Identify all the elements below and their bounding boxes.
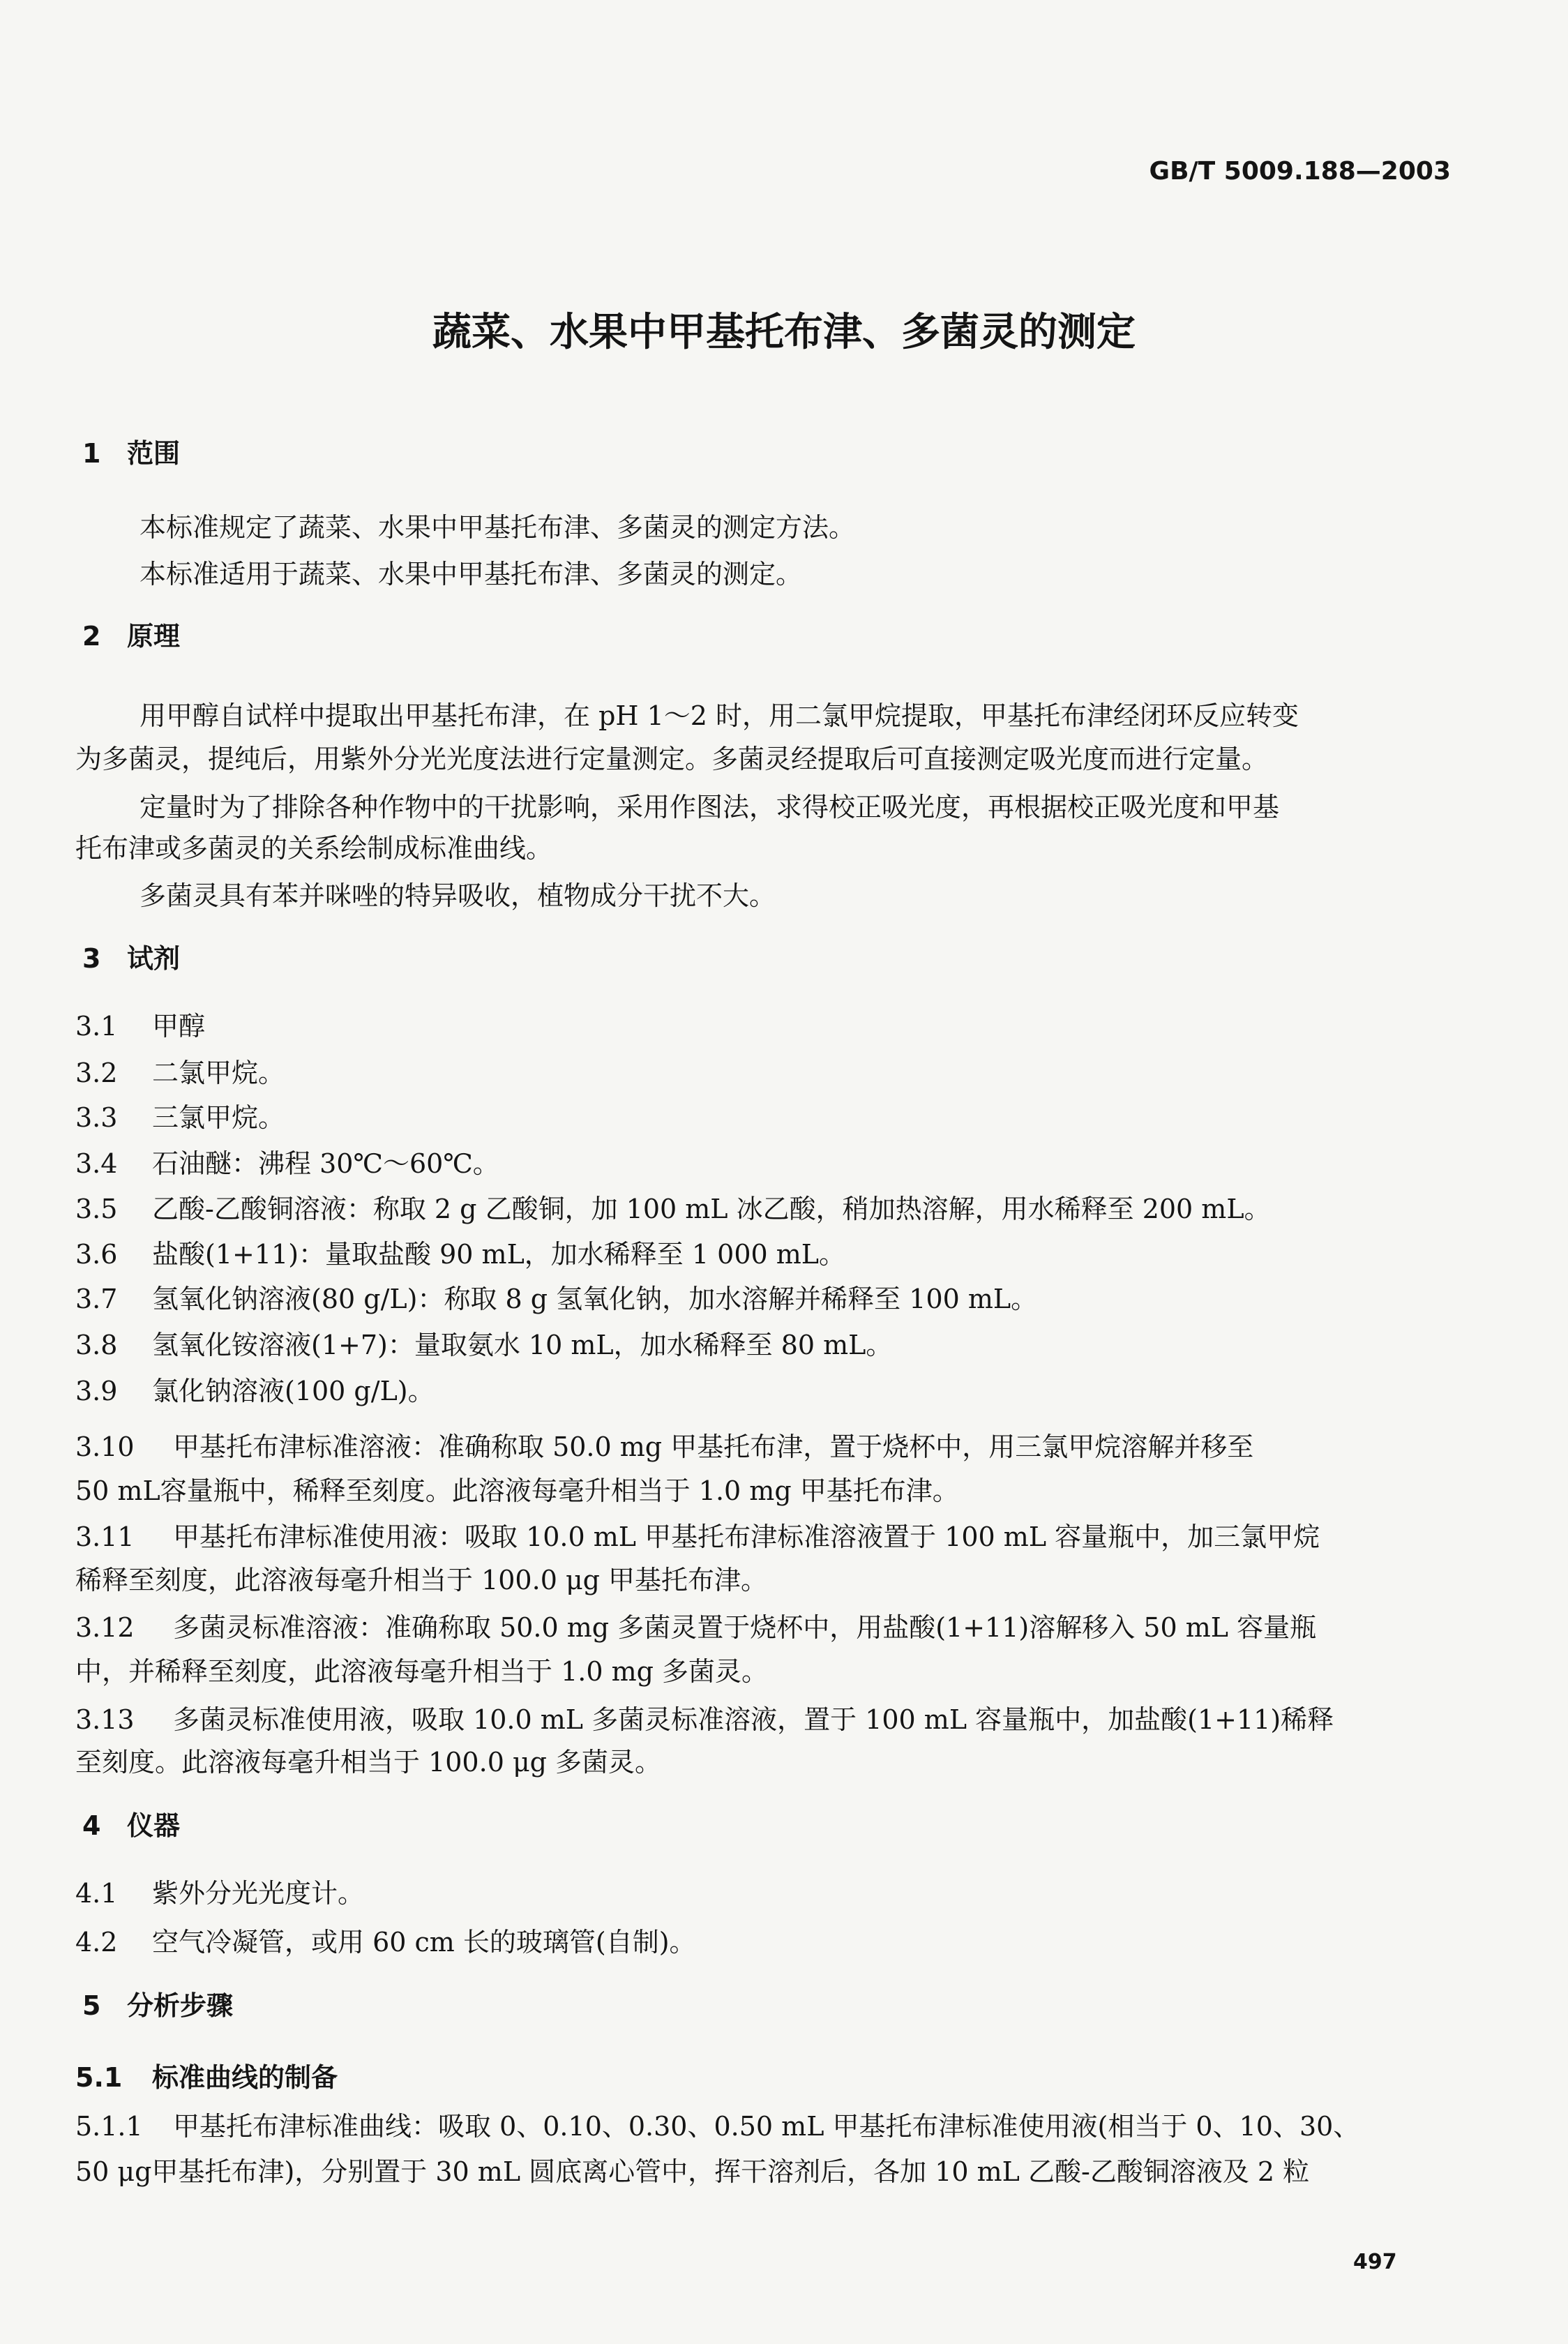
section-number: 2 [82,621,101,652]
item-number: 3.3 [75,1102,118,1133]
item-text: 二氯甲烷。 [152,1058,285,1088]
item-number: 3.9 [75,1376,118,1406]
item-text: 石油醚：沸程 30℃～60℃。 [152,1148,499,1179]
item-text: 甲醇 [152,1011,206,1042]
item-text: 空气冷凝管，或用 60 cm 长的玻璃管(自制)。 [152,1927,696,1958]
item-text: 甲基托布津标准使用液：吸取 10.0 mL 甲基托布津标准溶液置于 100 mL 容量瓶中，加三氯甲烷 [173,1522,1320,1552]
reagent-item [75,1053,285,1092]
reagent-item [75,1144,499,1183]
apparatus-item [75,1874,364,1913]
paragraph-line: 本标准规定了蔬菜、水果中甲基托布津、多菌灵的测定方法。 [140,512,856,543]
item-text: 甲基托布津标准曲线：吸取 0、0.10、0.30、0.50 mL 甲基托布津标准使用液(相当于 0、10、30、 [173,2111,1360,2142]
section-title: 原理 [127,621,181,652]
item-text: 紫外分光光度计。 [152,1878,365,1909]
section-heading-procedure [82,1986,233,2025]
paragraph-line: 定量时为了排除各种作物中的干扰影响，采用作图法，求得校正吸光度，再根据校正吸光度和甲基 [140,792,1280,822]
item-text: 多菌灵标准使用液，吸取 10.0 mL 多菌灵标准溶液，置于 100 mL 容量瓶中，加盐酸(1+11)稀释 [173,1704,1334,1735]
paragraph-line: 中，并稀释至刻度，此溶液每毫升相当于 1.0 mg 多菌灵。 [75,1656,769,1687]
item-number: 5.1.1 [75,2111,143,2142]
item-number: 3.6 [75,1239,118,1270]
section-heading-scope [82,434,180,473]
item-number: 3.13 [75,1704,135,1735]
paragraph-line: 至刻度。此溶液每毫升相当于 100.0 μg 多菌灵。 [75,1747,662,1778]
paragraph-line: 本标准适用于蔬菜、水果中甲基托布津、多菌灵的测定。 [140,559,803,589]
reagent-item [75,1325,892,1365]
item-text: 氢氧化钠溶液(80 g/L)：称取 8 g 氢氧化钠，加水溶解并稀释至 100 mL。 [152,1284,1038,1314]
subsection-title: 标准曲线的制备 [152,2062,338,2093]
paragraph-line: 多菌灵具有苯并咪唑的特异吸收，植物成分干扰不大。 [140,880,776,911]
item-number: 3.5 [75,1194,118,1224]
item-number: 3.8 [75,1330,118,1360]
item-text: 氯化钠溶液(100 g/L)。 [152,1376,435,1406]
item-number: 3.7 [75,1284,118,1314]
reagent-item [75,1372,435,1411]
section-title: 试剂 [127,943,181,974]
section-number: 3 [82,943,101,974]
item-text: 甲基托布津标准溶液：准确称取 50.0 mg 甲基托布津，置于烧杯中，用三氯甲烷溶解并移至 [173,1432,1254,1462]
document-title: 蔬菜、水果中甲基托布津、多菌灵的测定 [432,310,1136,355]
item-number: 3.4 [75,1148,118,1179]
reagent-item [75,1235,845,1274]
procedure-item [75,2107,1359,2146]
item-text: 三氯甲烷。 [152,1102,285,1133]
item-text: 多菌灵标准溶液：准确称取 50.0 mg 多菌灵置于烧杯中，用盐酸(1+11)溶解移入 50 mL 容量瓶 [173,1612,1317,1643]
reagent-item [75,1608,1316,1647]
reagent-item [75,1700,1334,1739]
item-number: 4.2 [75,1927,118,1958]
item-number: 3.2 [75,1058,118,1088]
reagent-item [75,1189,1271,1229]
item-number: 3.12 [75,1612,135,1643]
paragraph-line: 为多菌灵，提纯后，用紫外分光光度法进行定量测定。多菌灵经提取后可直接测定吸光度而进行定量。 [75,744,1269,774]
section-title: 仪器 [127,1810,181,1841]
paragraph-line: 50 μg甲基托布津)，分别置于 30 mL 圆底离心管中，挥干溶剂后，各加 10 mL 乙酸-乙酸铜溶液及 2 粒 [75,2156,1310,2187]
section-heading-reagents [82,939,180,978]
reagent-item [75,1427,1253,1466]
section-heading-apparatus [82,1806,180,1845]
section-title: 范围 [127,438,181,469]
reagent-item [75,1279,1037,1318]
section-heading-principle [82,617,180,656]
item-text: 乙酸-乙酸铜溶液：称取 2 g 乙酸铜，加 100 mL 冰乙酸，稍加热溶解，用水稀释至 200 mL。 [152,1194,1271,1224]
standard-number: GB/T 5009.188—2003 [1149,157,1451,186]
section-number: 5 [82,1990,101,2021]
paragraph-line: 用甲醇自试样中提取出甲基托布津，在 pH 1～2 时，用二氯甲烷提取，甲基托布津经闭环反应转变 [140,700,1299,731]
paragraph-line: 稀释至刻度，此溶液每毫升相当于 100.0 μg 甲基托布津。 [75,1565,768,1595]
reagent-item [75,1098,285,1137]
subsection-number: 5.1 [75,2062,123,2093]
paragraph-line: 50 mL容量瓶中，稀释至刻度。此溶液每毫升相当于 1.0 mg 甲基托布津。 [75,1475,959,1506]
paragraph-line: 托布津或多菌灵的关系绘制成标准曲线。 [75,833,553,864]
item-text: 盐酸(1+11)：量取盐酸 90 mL，加水稀释至 1 000 mL。 [152,1239,846,1270]
page-number: 497 [1353,2250,1397,2274]
subsection-heading-calibration-curve [75,2058,338,2097]
apparatus-item [75,1923,696,1962]
section-number: 4 [82,1810,101,1841]
item-number: 3.1 [75,1011,118,1042]
section-number: 1 [82,438,101,469]
item-number: 3.11 [75,1522,135,1552]
reagent-item [75,1517,1320,1556]
item-number: 4.1 [75,1878,118,1909]
item-text: 氢氧化铵溶液(1+7)：量取氨水 10 mL，加水稀释至 80 mL。 [152,1330,893,1360]
item-number: 3.10 [75,1432,135,1462]
section-title: 分析步骤 [127,1990,234,2021]
reagent-item [75,1007,205,1046]
